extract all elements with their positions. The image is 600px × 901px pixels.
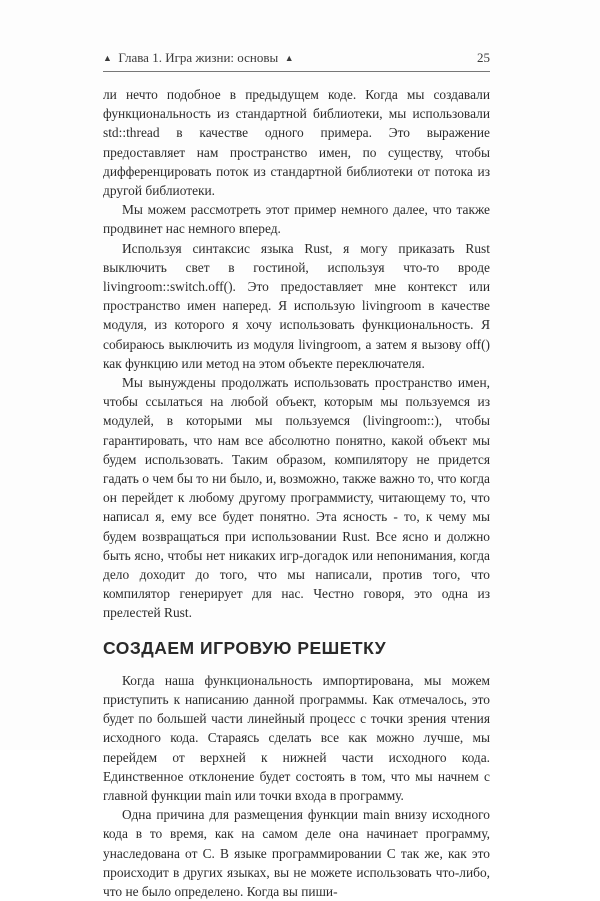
- running-header: [103, 50, 490, 68]
- chapter-title: Глава 1. Игра жизни: основы: [118, 50, 279, 65]
- page-number: 25: [477, 50, 490, 65]
- triangle-left-icon: ▲: [103, 53, 112, 63]
- section-heading: СОЗДАЕМ ИГРОВУЮ РЕШЕТКУ: [103, 637, 387, 658]
- header-rule: [103, 71, 490, 72]
- paragraph: ли нечто подобное в предыдущем коде. Когда мы создавали функциональность из стандартной библиотеки, мы использовали std::thread в качестве одного примера. Это выражение предоставляет нам пространство имен, по существу, чтобы дифференцировать поток из стандартной библиотеки от потока из другой библиотеки.: [103, 87, 490, 199]
- body-text: [103, 85, 490, 901]
- triangle-right-icon: ▲: [284, 53, 294, 63]
- paragraph: Мы вынуждены продолжать использовать пространство имен, чтобы ссылаться на любой объект, которым мы пользуемся из модулей, в которыми мы пользуемся (livingroom::), чтобы гарантировать, что нам все абсолютно понятно, какой объект мы будем использовать. Таким образом, компилятору не придется гадать о чем бы то ни было, и, возможно, также важно то, что когда он перейдет к любому другому программисту, читающему то, что написал я, ему все будет понятно. Эта ясность - то, к чему мы будем возвращаться при использовании Rust. Все ясно и должно быть ясно, чтобы нет никаких игр-догадок или непонимания, когда дело доходит до того, что мы написали, против того, что компилятор генерирует для нас. Честно говоря, это одна из прелестей Rust.: [103, 375, 490, 621]
- paragraph: Используя синтаксис языка Rust, я могу приказать Rust выключить свет в гостиной, используя что-то вроде livingroom::switch.off(). Это предоставляет мне контекст или пространство имен наперед. Я использую livingroom в качестве модуля, из которого я хочу использовать функциональность. Я собираюсь выключить из модуля livingroom, а затем я вызову off() как функцию или метод на этом объекте переключателя.: [103, 240, 490, 371]
- paragraph: Мы можем рассмотреть этот пример немного далее, что также продвинет нас немного вперед.: [103, 202, 490, 237]
- paragraph: Когда наша функциональность импортирована, мы можем приступить к написанию данной программы. Как отмечалось, это будет по большей части линейный процесс с точки зрения чтения исходного кода. Стараясь сделать все как можно лучше, мы перейдем от верхней к нижней части исходного кода. Единственное отклонение будет состоять в том, что мы начнем с главной функции main или точки входа в программу.: [103, 672, 490, 803]
- chapter-header: [103, 50, 294, 66]
- paragraph: Одна причина для размещения функции main внизу исходного кода в то время, как на самом деле она начинает программу, унаследована от C. В языке программировании C так же, как это происходит в других языках, вы не можете использовать что-либо, что не было определено. Когда вы пиши-: [103, 807, 490, 899]
